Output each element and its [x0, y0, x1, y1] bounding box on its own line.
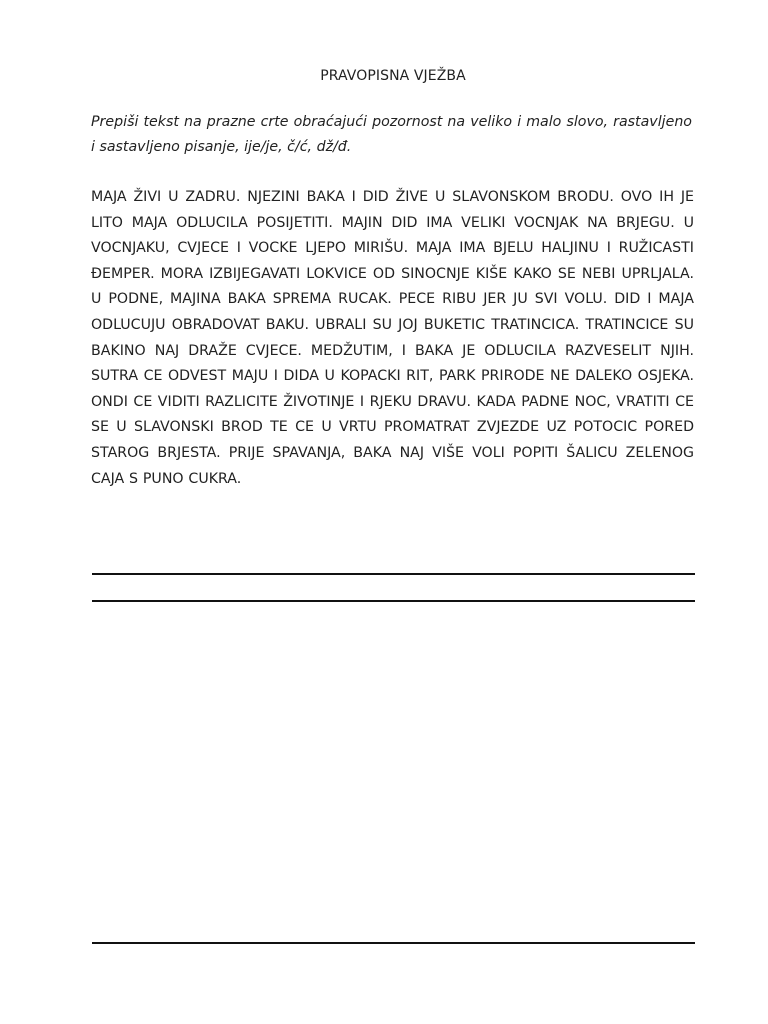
instruction-text: Prepiši tekst na prazne crte obraćajući pozornost na veliko i malo slovo, rastavljeno i sastavljeno pisanje, ije/je, č/ć, dž/đ.	[91, 114, 692, 155]
writing-line	[92, 942, 695, 944]
page-title: PRAVOPISNA VJEŽBA	[320, 68, 466, 84]
writing-line	[92, 600, 695, 602]
writing-line	[92, 573, 695, 575]
exercise-paragraph: MAJA ŽIVI U ZADRU. NJEZINI BAKA I DID ŽIVE U SLAVONSKOM BRODU. OVO IH JE LITO MAJA ODLUCILA POSIJETITI. MAJIN DID IMA VELIKI VOCNJAK NA BRJEGU. U VOCNJAKU, CVJECE I VOCKE LJEPO MIRIŠU. MAJA IMA BJELU HALJINU I RUŽICASTI ĐEMPER. MORA IZBIJEGAVATI LOKVICE OD SINOCNJE KIŠE KAKO SE NEBI UPRLJALA. U PODNE, MAJINA BAKA SPREMA RUCAK. PECE RIBU JER JU SVI VOLU. DID I MAJA ODLUCUJU OBRADOVAT BAKU. UBRALI SU JOJ BUKETIC TRATINCICA. TRATINCICE SU BAKINO NAJ DRAŽE CVJECE. MEDŽUTIM, I BAKA JE ODLUCILA RAZVESELIT NJIH. SUTRA CE ODVEST MAJU I DIDA U KOPACKI RIT, PARK PRIRODE NE DALEKO OSJEKA. ONDI CE VIDITI RAZLICITE ŽIVOTINJE I RJEKU DRAVU. KADA PADNE NOC, VRATITI CE SE U SLAVONSKI BROD TE CE U VRTU PROMATRAT ZVJEZDE UZ POTOCIC PORED STAROG BRJESTA. PRIJE SPAVANJA, BAKA NAJ VIŠE VOLI POPITI ŠALICU ZELENOG CAJA S PUNO CUKRA.	[91, 189, 694, 487]
